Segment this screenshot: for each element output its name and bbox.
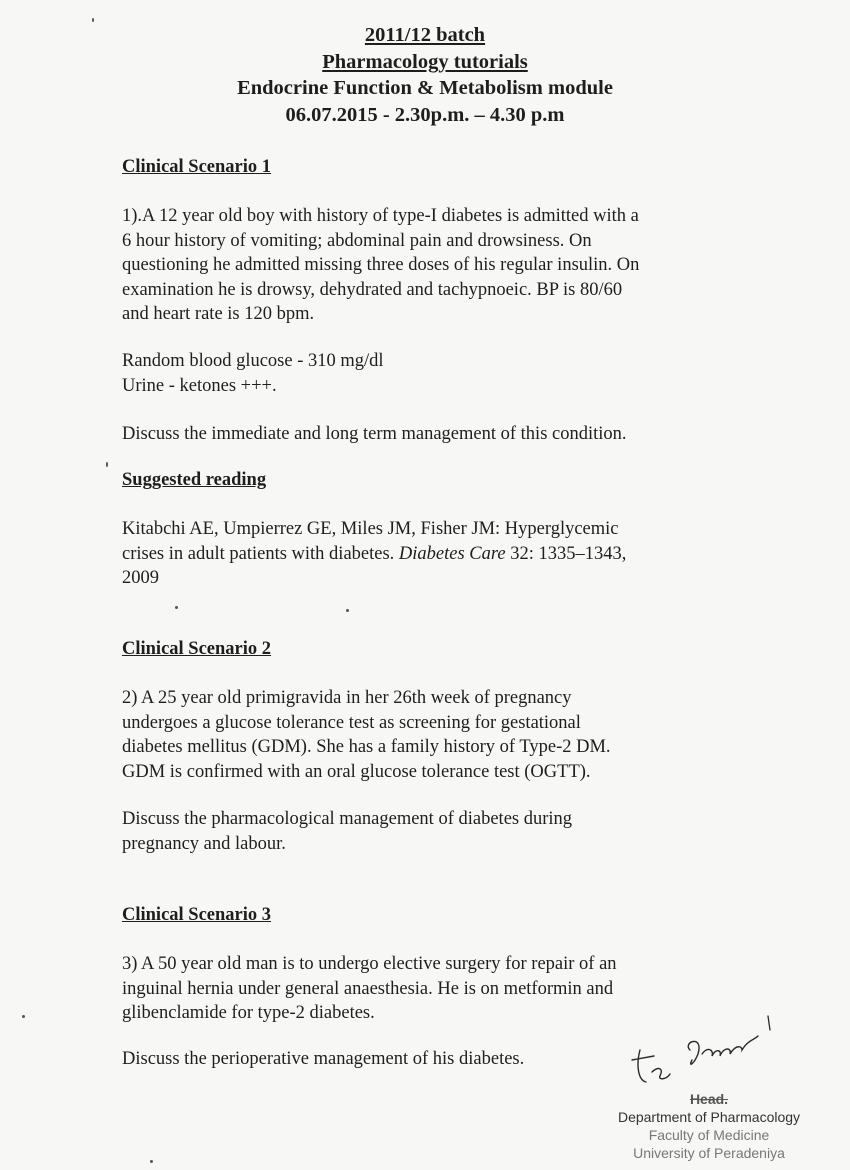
scenario-2-description — [122, 686, 722, 784]
scenario-1-description — [122, 204, 722, 327]
module-title: Endocrine Function & Metabolism module — [237, 77, 613, 99]
text-line: and heart rate is 120 bpm. — [122, 304, 315, 324]
text-line: 6 hour history of vomiting; abdominal pain and drowsiness. On — [122, 230, 592, 251]
text-line: 3) A 50 year old man is to undergo elective surgery for repair of an — [122, 954, 617, 974]
lab-urine: Urine - ketones +++. — [122, 375, 277, 396]
batch-title: 2011/12 batch — [364, 24, 486, 46]
text-line: GDM is confirmed with an oral glucose tolerance test (OGTT). — [122, 761, 591, 782]
text-line: undergoes a glucose tolerance test as screening for gestational — [122, 712, 581, 733]
text-line: questioning he admitted missing three doses of his regular insulin. On — [122, 255, 640, 275]
text-line: examination he is drowsy, dehydrated and tachypnoeic. BP is 80/60 — [122, 279, 623, 300]
text-line: Kitabchi AE, Umpierrez GE, Miles JM, Fisher JM: Hyperglycemic — [122, 519, 619, 539]
scan-speck — [106, 462, 108, 467]
text-line: pregnancy and labour. — [122, 833, 286, 854]
scenario-2-task — [122, 807, 722, 856]
document-header — [0, 22, 850, 128]
scan-speck — [175, 606, 178, 609]
scenario-1-heading: Clinical Scenario 1 — [122, 157, 272, 177]
stamp-faculty: Faculty of Medicine — [648, 1127, 770, 1143]
stamp-department: Department of Pharmacology — [617, 1109, 801, 1125]
text-line: crises in adult patients with diabetes. Diabetes Care 32: 1335–1343, — [122, 543, 627, 564]
text-line: Discuss the pharmacological management of diabetes during — [122, 809, 573, 829]
scan-speck — [150, 1160, 153, 1163]
text-line: 2) A 25 year old primigravida in her 26th week of pregnancy — [122, 688, 572, 708]
stamp-head: Head. — [689, 1091, 729, 1107]
text-line: 1).A 12 year old boy with history of type-I diabetes is admitted with a — [122, 206, 639, 226]
handwritten-signature — [618, 1010, 778, 1090]
text-line: glibenclamide for type-2 diabetes. — [122, 1003, 375, 1023]
suggested-reading-reference — [122, 517, 722, 591]
scan-speck — [92, 18, 94, 22]
text-line: diabetes mellitus (GDM). She has a family history of Type-2 DM. — [122, 737, 611, 757]
text-line: 2009 — [122, 568, 159, 588]
department-stamp — [594, 1090, 824, 1162]
scenario-2-heading: Clinical Scenario 2 — [122, 639, 272, 659]
scan-speck — [22, 1015, 25, 1018]
text-line: inguinal hernia under general anaesthesia. He is on metformin and — [122, 978, 614, 999]
scenario-1-task: Discuss the immediate and long term management of this condition. — [122, 424, 627, 444]
scan-speck — [346, 609, 349, 612]
scenario-1-labs — [122, 349, 722, 398]
lab-glucose: Random blood glucose - 310 mg/dl — [122, 351, 384, 371]
journal-name: Diabetes Care — [398, 543, 506, 564]
scenario-3-task: Discuss the perioperative management of his diabetes. — [122, 1049, 525, 1069]
stamp-university: University of Peradeniya — [633, 1145, 785, 1161]
suggested-reading-heading: Suggested reading — [122, 470, 267, 490]
course-title: Pharmacology tutorials — [322, 50, 528, 73]
session-datetime: 06.07.2015 - 2.30p.m. – 4.30 p.m — [285, 103, 565, 126]
scenario-3-heading: Clinical Scenario 3 — [122, 905, 272, 925]
